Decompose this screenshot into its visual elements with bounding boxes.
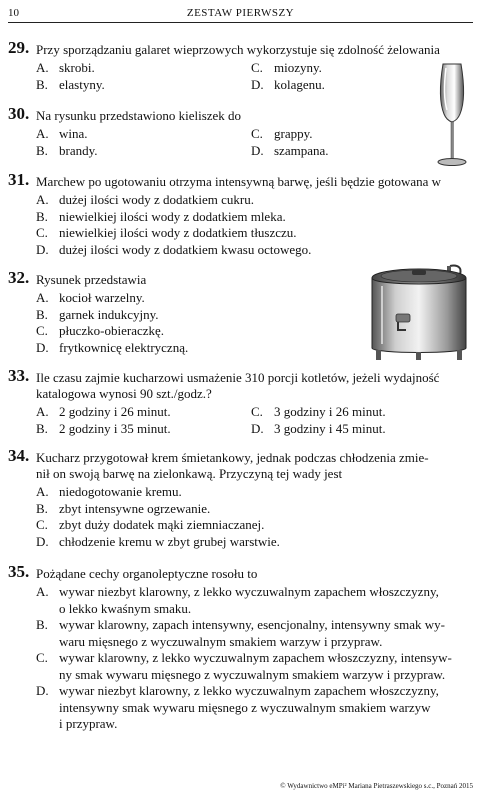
option-b: B. garnek indukcyjny. — [36, 306, 159, 322]
answer-options — [36, 484, 473, 550]
option-d: D. kolagenu. — [251, 76, 325, 92]
page-number: 10 — [8, 7, 19, 19]
question-35 — [8, 562, 473, 733]
option-b: B. brandy. — [36, 142, 98, 158]
option-a: A. wywar niezbyt klarowny, z lekko wyczuwalnym zapachem włoszczyzny, o lekko kwaśnym smaku. — [36, 584, 439, 616]
question-stem — [36, 450, 473, 482]
option-a: A. dużej ilości wody z dodatkiem cukru. — [36, 192, 254, 207]
stem-line-1: Ile czasu zajmie kucharzowi usmażenie 310 porcji kotletów, jeżeli wydajność — [36, 370, 440, 385]
question-number: 32. — [8, 268, 30, 287]
question-number: 29. — [8, 38, 30, 57]
stem-line-2: katalogowa wynosi 90 szt./godz.? — [36, 386, 212, 401]
stem-line-2: nił on swoją barwę na zielonkawą. Przyczyną tej wady jest — [36, 466, 343, 481]
page-header — [8, 6, 473, 23]
champagne-flute-icon — [430, 62, 474, 168]
question-stem: Pożądane cechy organoleptyczne rosołu to — [36, 566, 258, 581]
option-c: C. grappy. — [251, 126, 313, 141]
question-number: 33. — [8, 366, 30, 385]
option-b: B. wywar klarowny, zapach intensywny, esencjonalny, intensywny smak wy- waru mięsnego z wyczuwalnym smakiem warzyw i przypraw. — [36, 617, 445, 649]
question-stem: Rysunek przedstawia — [36, 272, 147, 287]
option-d: D. wywar niezbyt klarowny, z lekko wyczuwalnym zapachem włoszczyzny, intensywny smak wywaru mięsnego z wyczuwalnym smakiem warzyw i przypraw. — [36, 683, 439, 731]
option-c: C. zbyt duży dodatek mąki ziemniaczanej. — [36, 517, 265, 532]
option-c: C. wywar klarowny, z lekko wyczuwalnym zapachem włoszczyzny, intensyw- ny smak wywaru mięsnego z wyczuwalnym smakiem warzyw i przypraw. — [36, 650, 452, 682]
option-a: A. niedogotowanie kremu. — [36, 484, 182, 499]
question-31 — [8, 170, 473, 258]
option-a: A. skrobi. — [36, 60, 95, 75]
question-number: 30. — [8, 104, 30, 123]
option-d: D. dużej ilości wody z dodatkiem kwasu octowego. — [36, 241, 312, 257]
question-29 — [8, 38, 473, 93]
option-a: A. wina. — [36, 126, 88, 141]
option-b: B. niewielkiej ilości wody z dodatkiem mleka. — [36, 208, 286, 224]
answer-options — [36, 60, 473, 93]
option-c: C. miozyny. — [251, 60, 322, 75]
boiling-kettle-icon — [368, 262, 470, 364]
option-c: C. niewielkiej ilości wody z dodatkiem tłuszczu. — [36, 225, 297, 240]
option-c: C. 3 godziny i 26 minut. — [251, 404, 386, 419]
option-a: A. 2 godziny i 26 minut. — [36, 404, 171, 419]
option-d: D. chłodzenie kremu w zbyt grubej warstwie. — [36, 533, 280, 549]
option-b: B. zbyt intensywne ogrzewanie. — [36, 500, 211, 516]
question-stem: Marchew po ugotowaniu otrzyma intensywną barwę, jeśli będzie gotowana w — [36, 174, 442, 189]
question-30 — [8, 104, 411, 159]
question-stem — [36, 370, 473, 402]
option-d: D. frytkownicę elektryczną. — [36, 339, 189, 355]
answer-options — [36, 404, 473, 437]
answer-options — [36, 126, 411, 159]
question-34 — [8, 446, 473, 550]
question-number: 35. — [8, 562, 30, 581]
page-title: ZESTAW PIERWSZY — [186, 7, 295, 19]
answer-options — [36, 290, 361, 356]
question-stem: Na rysunku przedstawiono kieliszek do — [36, 108, 242, 123]
question-32 — [8, 268, 361, 356]
copyright-footer: © Wydawnictwo eMPi² Mariana Pietraszewskiego s.c., Poznań 2015 — [280, 782, 473, 790]
question-number: 34. — [8, 446, 30, 465]
stem-line-1: Kucharz przygotował krem śmietankowy, jednak podczas chłodzenia zmie- — [36, 450, 429, 465]
question-33 — [8, 366, 473, 437]
option-d: D. szampana. — [251, 142, 329, 158]
option-a: A. kocioł warzelny. — [36, 290, 145, 305]
option-b: B. 2 godziny i 35 minut. — [36, 420, 171, 436]
option-d: D. 3 godziny i 45 minut. — [251, 420, 386, 436]
question-stem: Przy sporządzaniu galaret wieprzowych wykorzystuje się zdolność żelowania — [36, 42, 440, 57]
option-c: C. płuczko-obieraczkę. — [36, 323, 165, 338]
answer-options — [36, 192, 473, 258]
question-number: 31. — [8, 170, 30, 189]
option-b: B. elastyny. — [36, 76, 105, 92]
answer-options — [36, 584, 473, 733]
